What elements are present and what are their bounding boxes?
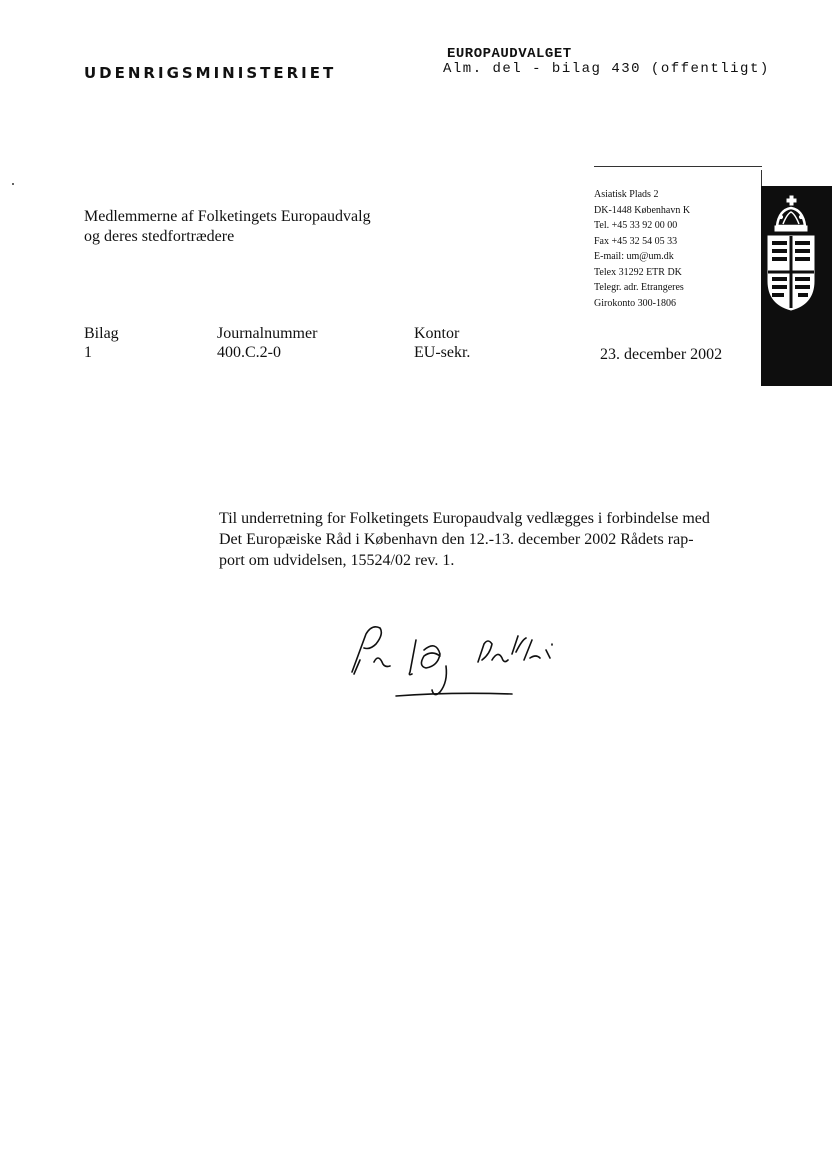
recipient-block: [84, 207, 371, 247]
address-street: Asiatisk Plads 2: [594, 189, 659, 200]
address-rule-tick: [761, 170, 762, 186]
stamp-reference: Alm. del - bilag 430 (offentligt): [443, 61, 770, 77]
signature: [340, 610, 570, 715]
letter-body: [219, 508, 764, 571]
recipient-line: Medlemmerne af Folketingets Europaudvalg: [84, 208, 371, 225]
address-tel: Tel. +45 33 92 00 00: [594, 220, 678, 231]
letter-date: 23. december 2002: [600, 346, 723, 363]
bilag-label: Bilag: [84, 325, 119, 342]
ministry-name: UDENRIGSMINISTERIET: [84, 64, 337, 82]
kontor-value: EU-sekr.: [414, 344, 471, 361]
bilag-value: 1: [84, 344, 92, 361]
address-telex: Telex 31292 ETR DK: [594, 266, 682, 278]
kontor-label: Kontor: [414, 325, 460, 342]
stamp-title: EUROPAUDVALGET: [447, 46, 572, 62]
address-rule: [594, 166, 762, 167]
scan-speck: [12, 183, 14, 185]
address-fax: Fax +45 32 54 05 33: [594, 235, 678, 247]
journal-value: 400.C.2-0: [217, 344, 281, 361]
address-city: DK-1448 København K: [594, 204, 691, 216]
address-telegr: Telegr. adr. Etrangeres: [594, 282, 684, 293]
address-giro: Girokonto 300-1806: [594, 297, 676, 309]
crest-bar: [761, 186, 832, 386]
address-email: E-mail: um@um.dk: [594, 251, 674, 262]
address-block: [594, 187, 690, 311]
handwritten-signature-icon: [340, 610, 570, 710]
journal-label: Journalnummer: [217, 325, 318, 342]
body-line: Til underretning for Folketingets Europaudvalg vedlægges i forbindelse med: [219, 510, 710, 527]
recipient-line: og deres stedfortrædere: [84, 228, 235, 245]
danish-royal-coat-of-arms-icon: [761, 186, 832, 386]
body-line: port om udvidelsen, 15524/02 rev. 1.: [219, 552, 455, 569]
body-line: Det Europæiske Råd i København den 12.-13. december 2002 Rådets rap-: [219, 531, 694, 548]
